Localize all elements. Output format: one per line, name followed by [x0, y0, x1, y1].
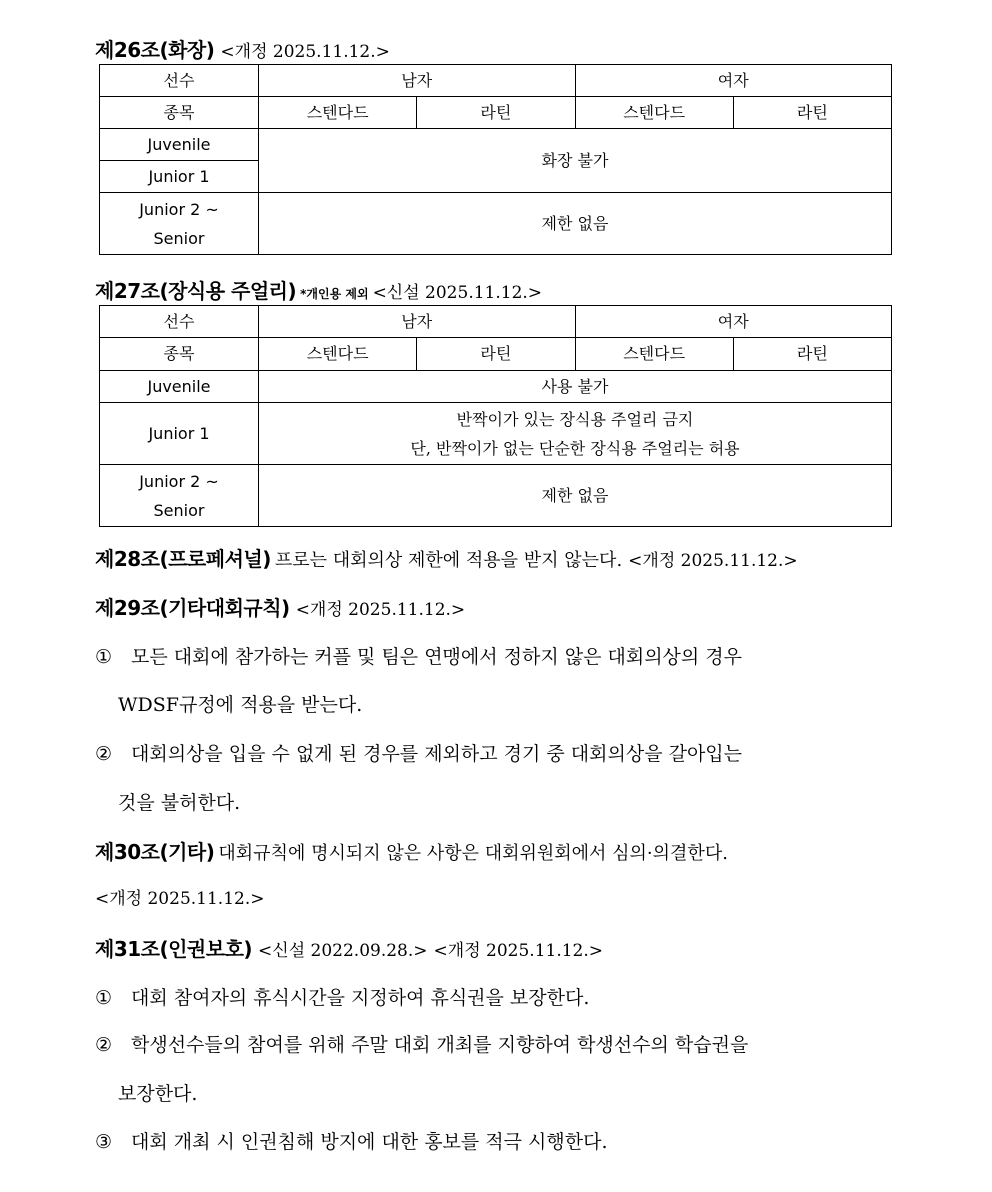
article-31-item-1	[95, 983, 898, 1010]
article-31-item-2-continued	[118, 1079, 921, 1106]
article-29-item-1	[95, 642, 898, 669]
row-label-junior1: Junior 1	[100, 403, 259, 465]
header-female: 여자	[575, 306, 892, 338]
article-31-heading	[95, 933, 603, 962]
header-latin-female: 라틴	[733, 97, 891, 129]
item-number: ①	[95, 987, 113, 1009]
article-27-revision: <신설 2025.11.12.>	[372, 283, 543, 303]
row-value-no-limit: 제한 없음	[259, 193, 892, 255]
row-value-use-prohibited: 사용 불가	[259, 371, 892, 403]
article-29-title: 제29조(기타대회규칙)	[95, 596, 290, 620]
item-text: 것을 불허한다.	[118, 792, 241, 814]
article-30-heading	[95, 836, 728, 865]
header-male: 남자	[259, 65, 576, 97]
row-label-senior: Senior	[153, 228, 205, 248]
item-number: ①	[95, 646, 113, 668]
rule-line-2: 단, 반짝이가 없는 단순한 장식용 주얼리는 허용	[410, 438, 740, 458]
header-female: 여자	[575, 65, 892, 97]
row-value-junior1-rule	[259, 403, 892, 465]
article-29-heading	[95, 592, 465, 621]
rule-line-1: 반짝이가 있는 장식용 주얼리 금지	[456, 409, 694, 429]
article-28-heading	[95, 543, 798, 572]
row-label-junior2: Junior 2 ~	[139, 471, 219, 491]
item-text: 대회의상을 입을 수 없게 된 경우를 제외하고 경기 중 대회의상을 갈아입는	[131, 743, 743, 765]
header-latin-female: 라틴	[733, 338, 891, 371]
article-28-revision: <개정 2025.11.12.>	[628, 551, 798, 571]
article-29-item-2-continued	[118, 788, 921, 815]
item-text: 대회 참여자의 휴식시간을 지정하여 휴식권을 보장한다.	[131, 987, 590, 1009]
article-29-revision: <개정 2025.11.12.>	[295, 600, 466, 620]
header-event: 종목	[100, 338, 259, 371]
article-27-heading	[95, 275, 542, 304]
header-latin-male: 라틴	[417, 97, 575, 129]
header-latin-male: 라틴	[417, 338, 575, 371]
article-30-revision-line	[95, 884, 898, 909]
article-29-item-2	[95, 739, 898, 766]
item-number: ②	[95, 1034, 113, 1056]
article-26-heading	[95, 34, 390, 63]
header-male: 남자	[259, 306, 576, 338]
header-event: 종목	[100, 97, 259, 129]
header-standard-male: 스텐다드	[259, 338, 417, 371]
article-27-table	[99, 305, 892, 527]
row-value-makeup-prohibited: 화장 불가	[259, 129, 892, 193]
item-text: 학생선수들의 참여를 위해 주말 대회 개최를 지향하여 학생선수의 학습권을	[131, 1034, 749, 1056]
article-26-table	[99, 64, 892, 255]
header-standard-female: 스텐다드	[575, 97, 733, 129]
item-text: 보장한다.	[118, 1083, 198, 1105]
article-28-text: 프로는 대회의상 제한에 적용을 받지 않는다.	[274, 550, 623, 571]
item-number: ③	[95, 1131, 113, 1153]
row-value-no-limit: 제한 없음	[259, 465, 892, 527]
article-29-item-1-continued	[118, 690, 921, 717]
header-standard-female: 스텐다드	[575, 338, 733, 371]
item-number: ②	[95, 743, 113, 765]
article-27-note: *개인용 제외	[300, 287, 369, 301]
article-31-item-2	[95, 1030, 898, 1057]
row-label-junior2: Junior 2 ~	[139, 199, 219, 219]
row-label-junior1: Junior 1	[100, 161, 259, 193]
header-standard-male: 스텐다드	[259, 97, 417, 129]
header-player: 선수	[100, 306, 259, 338]
article-27-title: 제27조(장식용 주얼리)	[95, 279, 297, 303]
row-label-junior2-senior	[100, 193, 259, 255]
item-text: 대회 개최 시 인권침해 방지에 대한 홍보를 적극 시행한다.	[131, 1131, 608, 1153]
article-31-revision-1: <신설 2022.09.28.>	[258, 941, 428, 961]
article-31-title: 제31조(인권보호)	[95, 937, 253, 961]
article-26-revision: <개정 2025.11.12.>	[220, 42, 390, 62]
item-text: 모든 대회에 참가하는 커플 및 팀은 연맹에서 정하지 않은 대회의상의 경우	[131, 646, 743, 668]
row-label-juvenile: Juvenile	[100, 371, 259, 403]
row-label-senior: Senior	[153, 500, 205, 520]
row-label-junior2-senior	[100, 465, 259, 527]
article-31-item-3	[95, 1127, 898, 1154]
article-30-text: 대회규칙에 명시되지 않은 사항은 대회위원회에서 심의·의결한다.	[218, 843, 728, 864]
row-label-juvenile: Juvenile	[100, 129, 259, 161]
article-31-revision-2: <개정 2025.11.12.>	[433, 941, 604, 961]
article-28-title: 제28조(프로페셔널)	[95, 547, 271, 571]
article-30-revision: <개정 2025.11.12.>	[95, 889, 265, 909]
item-text: WDSF규정에 적용을 받는다.	[118, 694, 363, 716]
article-26-title: 제26조(화장)	[95, 38, 215, 62]
header-player: 선수	[100, 65, 259, 97]
article-30-title: 제30조(기타)	[95, 840, 215, 864]
